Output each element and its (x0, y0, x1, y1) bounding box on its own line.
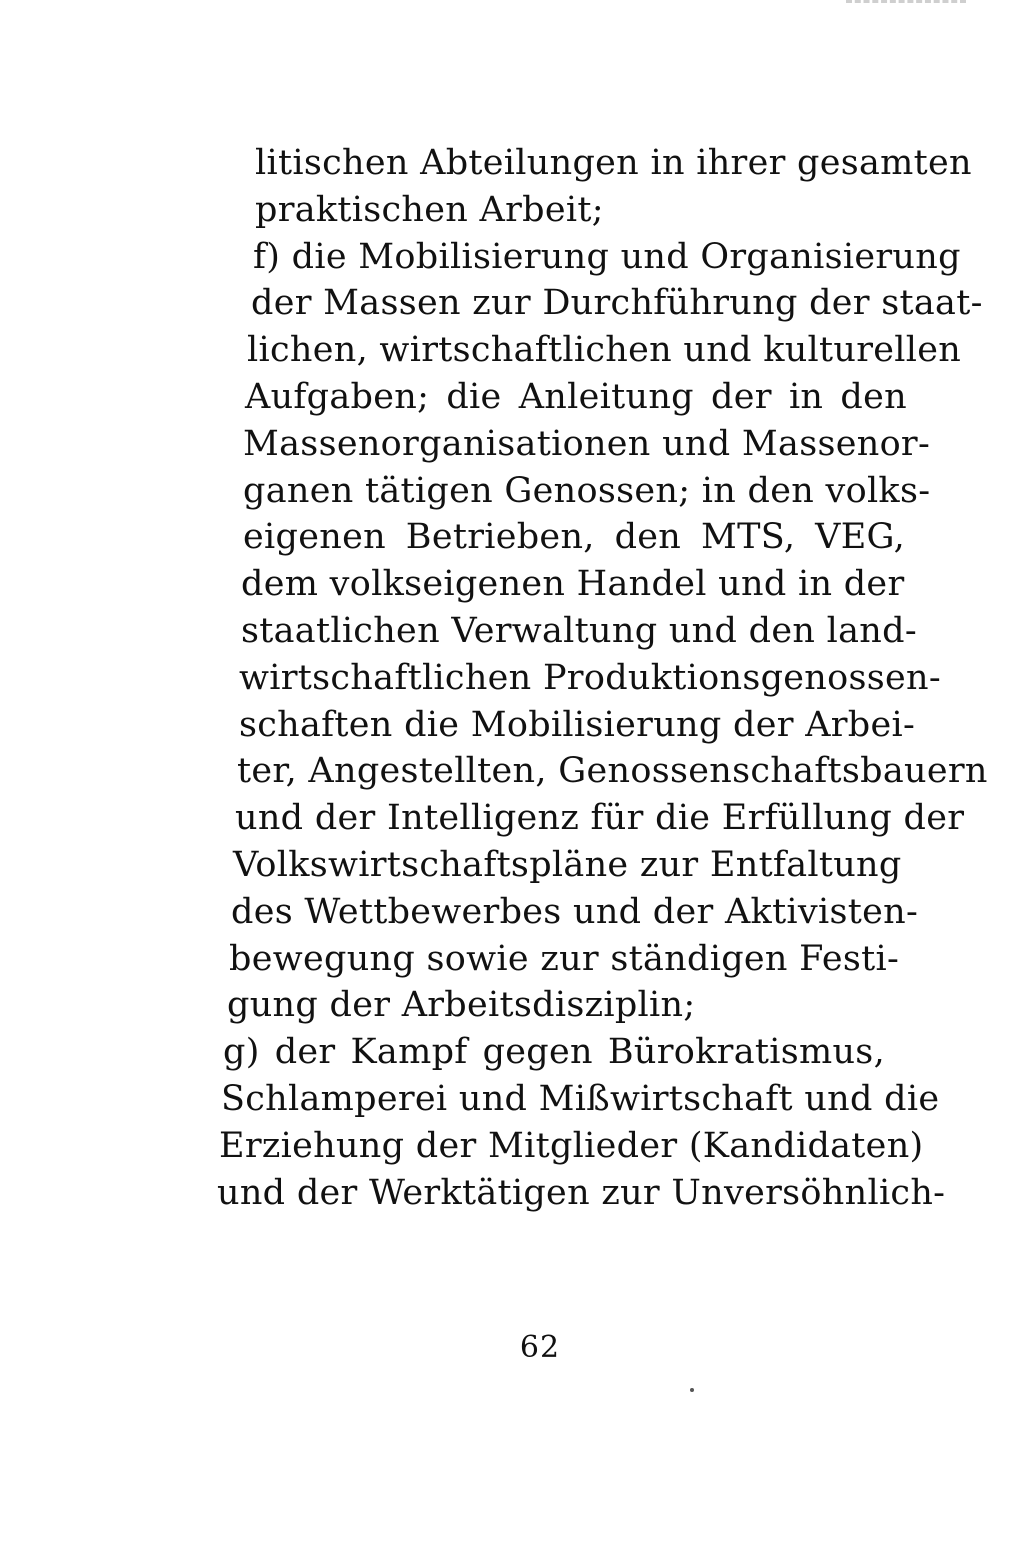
text-line: Schlamperei und Mißwirtschaft und die (221, 1078, 940, 1119)
text-line: litischen Abteilungen in ihrer gesamten (255, 143, 972, 183)
scan-speck (690, 1388, 694, 1392)
text-line: eigenen Betrieben, den MTS, VEG, (243, 517, 905, 558)
text-line: Volkswirtschaftspläne zur Entfaltung (233, 844, 902, 885)
text-line: schaften die Mobilisierung der Arbei- (239, 704, 916, 745)
text-line: und der Werktätigen zur Unversöhnlich- (217, 1172, 946, 1213)
text-line: bewegung sowie zur ständigen Festi- (229, 938, 900, 979)
scan-edge-mark (846, 0, 966, 7)
text-line: wirtschaftlichen Produktionsgenossen- (239, 657, 942, 698)
text-line: Aufgaben; die Anleitung der in den (245, 376, 907, 417)
text-line: des Wettbewerbes und der Aktivisten- (231, 891, 919, 932)
text-line: praktischen Arbeit; (255, 189, 604, 230)
body-text (215, 140, 988, 1216)
text-line: staatlichen Verwaltung und den land- (241, 610, 917, 651)
text-line: g) der Kampf gegen Bürokratismus, (223, 1032, 885, 1073)
text-line: ganen tätigen Genossen; in den volks- (243, 470, 931, 511)
text-line: f) die Mobilisierung und Organisierung (253, 236, 961, 277)
text-line: gung der Arbeitsdisziplin; (227, 985, 696, 1026)
text-line: lichen, wirtschaftlichen und kulturellen (247, 330, 962, 371)
text-line: ter, Angestellten, Genossenschaftsbauern (237, 751, 988, 792)
text-line: der Massen zur Durchführung der staat- (251, 283, 983, 324)
text-line: dem volkseigenen Handel und in der (241, 564, 905, 605)
text-line: Erziehung der Mitglieder (Kandidaten) (219, 1125, 924, 1166)
text-line: und der Intelligenz für die Erfüllung der (235, 798, 965, 839)
page-number: 62 (519, 1330, 561, 1365)
text-line: Massenorganisationen und Massenor- (243, 423, 931, 464)
